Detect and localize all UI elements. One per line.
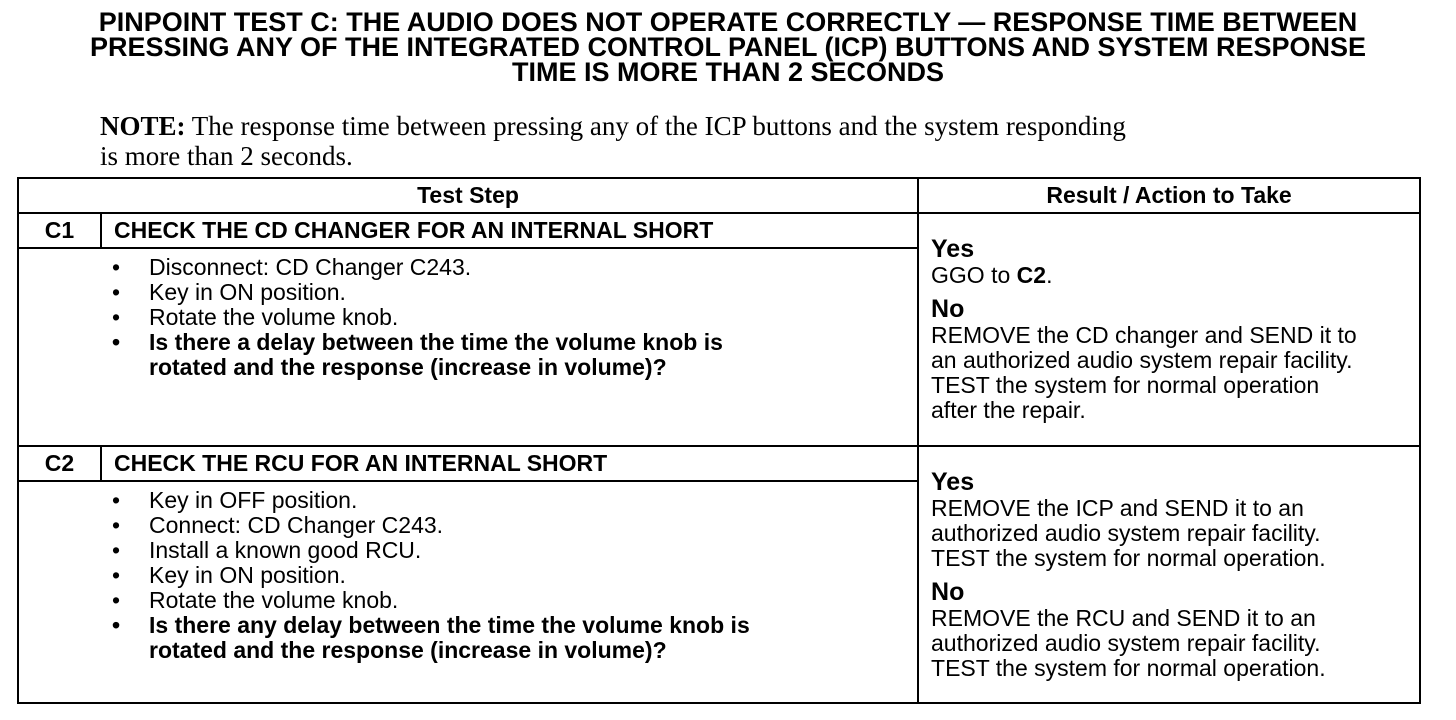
step-title: CHECK THE CD CHANGER FOR AN INTERNAL SHORT [101, 213, 918, 248]
action-text: Key in OFF position. [149, 487, 358, 513]
action-text: Key in ON position. [149, 562, 346, 588]
result-line: TEST the system for normal operation. [931, 544, 1326, 571]
step-id-spacer [18, 481, 101, 703]
result-line: after the repair. [931, 397, 1086, 423]
step-actions [101, 481, 918, 703]
result-line: TEST the system for normal operation. [931, 654, 1326, 681]
header-test-step: Test Step [18, 178, 918, 213]
bullet: • [112, 587, 121, 613]
go-to-period: . [1046, 262, 1053, 288]
bullet: • [112, 254, 121, 280]
note [100, 111, 1340, 171]
question-line: Is there a delay between the time the volume knob is [149, 329, 723, 355]
page-title [0, 7, 1456, 87]
step-id: C2 [18, 446, 101, 481]
bullet: • [112, 562, 121, 588]
action-text: Rotate the volume knob. [149, 587, 399, 613]
result-line: REMOVE the ICP and SEND it to an [931, 494, 1304, 521]
question-line: Is there any delay between the time the volume knob is [149, 612, 750, 638]
action-item [112, 488, 917, 513]
bullet: • [112, 279, 121, 305]
bullet: • [112, 329, 121, 355]
bullet: • [112, 304, 121, 330]
bullet: • [112, 537, 121, 563]
action-text: Rotate the volume knob. [149, 304, 399, 330]
action-item [112, 305, 917, 330]
title-line: PINPOINT TEST C: THE AUDIO DOES NOT OPERATE CORRECTLY — RESPONSE TIME BETWEEN [98, 7, 1358, 37]
action-text: Connect: CD Changer C243. [149, 512, 444, 538]
step-id-spacer [18, 248, 101, 446]
result-line: TEST the system for normal operation [931, 372, 1320, 398]
yes-label: Yes [931, 235, 975, 263]
step-title: CHECK THE RCU FOR AN INTERNAL SHORT [101, 446, 918, 481]
result-line: REMOVE the CD changer and SEND it to [931, 322, 1357, 348]
step-actions [101, 248, 918, 446]
action-item [112, 538, 917, 563]
action-text: Disconnect: CD Changer C243. [149, 254, 472, 280]
result-line [931, 263, 1419, 288]
action-text: Install a known good RCU. [149, 537, 422, 563]
action-text: Key in ON position. [149, 279, 346, 305]
bullet: • [112, 512, 121, 538]
step-id: C1 [18, 213, 101, 248]
result-line: an authorized audio system repair facility. [931, 347, 1353, 373]
question-line: rotated and the response (increase in volume)? [149, 637, 667, 663]
result-line: REMOVE the RCU and SEND it to an [931, 604, 1316, 631]
no-label: No [931, 295, 965, 323]
header-result: Result / Action to Take [918, 178, 1420, 213]
note-line-2: is more than 2 seconds. [100, 141, 353, 171]
result-line: authorized audio system repair facility. [931, 519, 1321, 546]
result-cell [918, 213, 1420, 446]
step-header-row [18, 446, 1420, 481]
yes-label: Yes [931, 467, 975, 496]
note-text: The response time between pressing any of the ICP buttons and the system responding [191, 111, 1126, 141]
question-item [112, 330, 917, 380]
step-header-row [18, 213, 1420, 248]
bullet: • [112, 612, 121, 638]
bullet: • [112, 487, 121, 513]
title-line: PRESSING ANY OF THE INTEGRATED CONTROL PANEL (ICP) BUTTONS AND SYSTEM RESPONSE [89, 32, 1367, 62]
go-to-target: C2 [1016, 262, 1047, 288]
title-line: TIME IS MORE THAN 2 SECONDS [511, 57, 945, 87]
action-item [112, 588, 917, 613]
result-text: G [931, 262, 949, 288]
no-label: No [931, 577, 965, 606]
question-item [112, 613, 917, 663]
note-line-1 [100, 111, 1340, 141]
action-item [112, 563, 917, 588]
question-line: rotated and the response (increase in volume)? [149, 354, 667, 380]
result-cell [918, 446, 1420, 703]
action-item [112, 255, 917, 280]
action-item [112, 513, 917, 538]
pinpoint-test-table [17, 177, 1421, 704]
result-line: authorized audio system repair facility. [931, 629, 1321, 656]
note-label: NOTE: [100, 111, 186, 141]
go-to-text: GO to [948, 262, 1017, 288]
action-item [112, 280, 917, 305]
